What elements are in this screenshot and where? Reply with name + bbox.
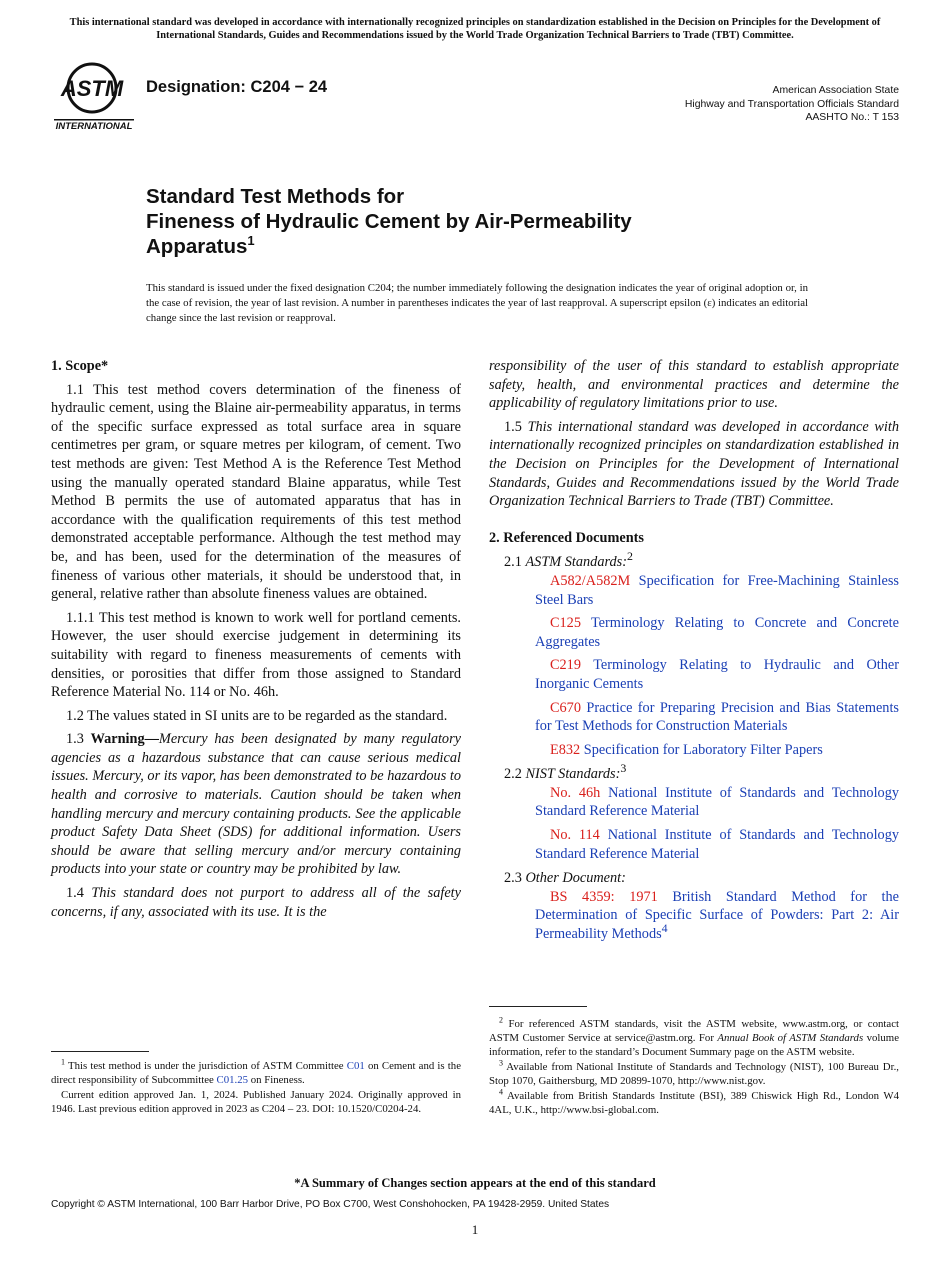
footnote-1 — [51, 1059, 461, 1087]
para-1-3 — [51, 730, 461, 879]
footnote-1-text-b: on Cement and is the direct responsibility of Subcommittee — [51, 1060, 461, 1086]
para-1-1: 1.1 This test method covers determination of the fineness of hydraulic cement, using the Blaine air-permeability apparatus, in terms of the specific surface expressed as total surface area in square centimetres per gram, or square metres per kilogram, of cement. Two test methods are given: Test Method A is the Reference Test Method using the manually operated standard Blaine apparatus, while Test Method B permits the use of automated apparatus that has in accordance with the qualification requirements of this test method demonstrated acceptable performance. Although the test method may be, and has been, used for the determination of the measures of fineness of various other materials, it should be understood that, in general, relative rather than absolute fineness values are obtained. — [51, 381, 461, 603]
subcommittee-c01-25-link[interactable]: C01.25 — [216, 1074, 249, 1086]
reference-item[interactable] — [504, 614, 899, 651]
astm-standards-title: ASTM Standards: — [525, 554, 627, 571]
footnote-3-mark: 3 — [499, 1058, 503, 1068]
designation: Designation: C204 − 24 — [146, 78, 328, 96]
other-reference-list — [504, 888, 899, 944]
reference-title-link[interactable]: Practice for Preparing Precision and Bias Statements for Test Methods for Construction Materials — [535, 699, 899, 735]
aashto-block — [685, 84, 899, 125]
international-standard-notice: This international standard was developed in accordance with internationally recognized principles on standardization established in the Decision on Principles for the Development of International Standards, Guides and Recommendations issued by the World Trade Organization Technical Barriers to Trade (TBT) Committee. — [69, 17, 881, 41]
document-title — [146, 184, 786, 259]
other-document-number: 2.3 — [504, 870, 522, 887]
committee-c01-link[interactable]: C01 — [346, 1060, 365, 1072]
scope-heading: 1. Scope* — [51, 358, 109, 374]
nist-standards-title: NIST Standards: — [525, 766, 621, 783]
reference-title-link[interactable]: Specification for Free-Machining Stainless Steel Bars — [535, 572, 900, 608]
reference-item[interactable] — [504, 656, 899, 693]
aashto-line-1: American Association State — [772, 85, 899, 96]
intro-paragraph: This standard is issued under the fixed designation C204; the number immediately following the designation indicates the year of original adoption or, in the case of revision, the year of last revision. A number in parentheses indicates the year of last reapproval. A superscript epsilon (ε) indicates an editorial change since the last revision or reapproval. — [146, 282, 808, 324]
para-1-5-number: 1.5 — [504, 418, 522, 435]
footnote-4-text: Available from British Standards Institute (BSI), 389 Chiswick High Rd., London W4 4AL, U.K., http://www.bsi-global.com. — [489, 1090, 899, 1116]
reference-item[interactable] — [504, 888, 899, 944]
reference-code[interactable]: C670 — [550, 699, 581, 716]
nist-reference-list — [504, 784, 899, 863]
reference-item[interactable] — [504, 741, 899, 760]
page-number: 1 — [471, 1222, 479, 1237]
summary-of-changes-note: *A Summary of Changes section appears at the end of this standard — [294, 1176, 656, 1190]
nist-footnote-mark: 3 — [620, 761, 627, 776]
reference-title-link[interactable]: National Institute of Standards and Technology Standard Reference Material — [535, 784, 899, 820]
astm-reference-list — [504, 572, 899, 759]
aashto-line-2: Highway and Transportation Officials Standard — [684, 98, 899, 110]
warning-label: Warning— — [90, 731, 159, 748]
footnote-1-mark: 1 — [61, 1057, 65, 1067]
footnote-2-annual-book: Annual Book of ASTM Standards — [717, 1032, 864, 1044]
nist-standards-label — [504, 761, 899, 784]
reference-code[interactable]: No. 46h — [550, 784, 601, 801]
para-1-4-continued: responsibility of the user of this standard to establish appropriate safety, health, and environmental practices and determine the applicability of regulatory limitations prior to use. — [489, 358, 899, 412]
footnote-1-text-a: This test method is under the jurisdiction of ASTM Committee — [67, 1060, 344, 1072]
footnote-4-mark: 4 — [499, 1087, 503, 1097]
reference-item[interactable] — [504, 572, 899, 609]
aashto-line-3: AASHTO No.: T 153 — [805, 112, 899, 123]
footnote-current-edition: Current edition approved Jan. 1, 2024. Published January 2024. Originally approved in 1946. Last previous edition approved in 2023 as C204 – 23. DOI: 10.1520/C0204-24. — [51, 1089, 461, 1115]
reference-title-link[interactable]: Terminology Relating to Hydraulic and Other Inorganic Cements — [535, 657, 899, 692]
title-line-2: Fineness of Hydraulic Cement by Air-Permeability — [146, 210, 632, 233]
footnote-3-text: Available from National Institute of Standards and Technology (NIST), 100 Bureau Dr., Stop 1070, Gaithersburg, MD 20899-1070, http://www.nist.gov. — [489, 1061, 899, 1087]
reference-code[interactable]: C219 — [550, 657, 581, 674]
footnote-rule-right — [489, 1006, 587, 1007]
para-1-5 — [489, 418, 899, 511]
reference-title-link[interactable]: British Standard Method for the Determination of Specific Surface of Powders: Part 2: Air Permeability Methods — [535, 888, 900, 943]
para-1-4-number: 1.4 — [66, 885, 84, 902]
warning-text: Mercury has been designated by many regulatory agencies as a hazardous substance that can cause serious medical issues. Mercury, or its vapor, has been demonstrated to be hazardous to health and corrosive to materials. Caution should be taken when handling mercury and mercury containing products. See the applicable product Safety Data Sheet (SDS) for additional information. Users should be aware that selling mercury and/or mercury containing products into your state or country may be prohibited by law. — [51, 731, 461, 878]
other-document-label — [504, 869, 899, 888]
reference-item[interactable] — [504, 699, 899, 736]
logo-text-top: ASTM — [60, 76, 124, 101]
footnote-2 — [489, 1017, 899, 1059]
astm-standards-number: 2.1 — [504, 554, 522, 571]
footnotes-right — [489, 1017, 899, 1118]
reference-title-link[interactable]: National Institute of Standards and Technology Standard Reference Material — [535, 827, 899, 862]
bsi-footnote-mark: 4 — [661, 921, 668, 936]
footnote-3 — [489, 1060, 899, 1088]
footnote-4 — [489, 1089, 899, 1117]
right-column — [489, 357, 899, 949]
reference-code[interactable]: A582/A582M — [550, 572, 631, 589]
reference-title-link[interactable]: Specification for Laboratory Filter Papers — [583, 741, 823, 758]
para-1-1-1: 1.1.1 This test method is known to work well for portland cements. However, the user should exercise judgement in determining its suitability with regard to fineness measurements of cements with densities, or porosities that differ from those assigned to Standard Reference Material No. 114 or No. 46h. — [51, 609, 461, 701]
left-column — [51, 357, 461, 926]
reference-title-link[interactable]: Terminology Relating to Concrete and Concrete Aggregates — [535, 615, 899, 650]
footnote-2-mark: 2 — [499, 1015, 503, 1025]
reference-item[interactable] — [504, 826, 899, 863]
referenced-documents-heading: 2. Referenced Documents — [489, 529, 644, 546]
footnote-rule-left — [51, 1051, 149, 1052]
logo-text-bottom: INTERNATIONAL — [55, 121, 133, 132]
title-line-3: Apparatus — [146, 235, 248, 258]
footnotes-left — [51, 1059, 461, 1117]
astm-logo — [52, 58, 136, 134]
para-1-4-text-a: This standard does not purport to address all of the safety concerns, if any, associated with its use. It is the — [51, 885, 461, 920]
astm-footnote-mark: 2 — [627, 549, 633, 564]
para-1-5-text: This international standard was developed in accordance with internationally recognized principles on standardization established in the Decision on Principles for the Development of International Standards, Guides and Recommendations issued by the World Trade Organization Technical Barriers to Trade (TBT) Committee. — [489, 418, 900, 510]
footnote-2-text-a: For referenced ASTM standards, visit the ASTM website, www.astm.org, or contact ASTM Customer Service at service@astm.org. For — [489, 1018, 899, 1044]
footnote-2-text-b: volume information, refer to the standard’s Document Summary page on the ASTM website. — [489, 1032, 899, 1058]
para-1-4-start — [51, 884, 461, 921]
para-1-2: 1.2 The values stated in SI units are to be regarded as the standard. — [66, 707, 448, 724]
para-1-3-number: 1.3 — [66, 731, 84, 748]
title-line-1: Standard Test Methods for — [146, 185, 405, 208]
title-footnote-mark: 1 — [247, 233, 255, 249]
reference-code[interactable]: C125 — [550, 615, 581, 632]
reference-code[interactable]: E832 — [550, 741, 581, 758]
nist-standards-number: 2.2 — [504, 766, 522, 783]
copyright-line: Copyright © ASTM International, 100 Barr Harbor Drive, PO Box C700, West Conshohocken, PA 19428-2959. United States — [51, 1199, 610, 1210]
other-document-title: Other Document: — [525, 870, 626, 887]
reference-item[interactable] — [504, 784, 899, 821]
reference-code[interactable]: BS 4359: 1971 — [550, 888, 658, 905]
footnote-1-text-c: on Fineness. — [250, 1074, 305, 1086]
astm-standards-label — [504, 549, 899, 572]
reference-code[interactable]: No. 114 — [550, 827, 600, 844]
